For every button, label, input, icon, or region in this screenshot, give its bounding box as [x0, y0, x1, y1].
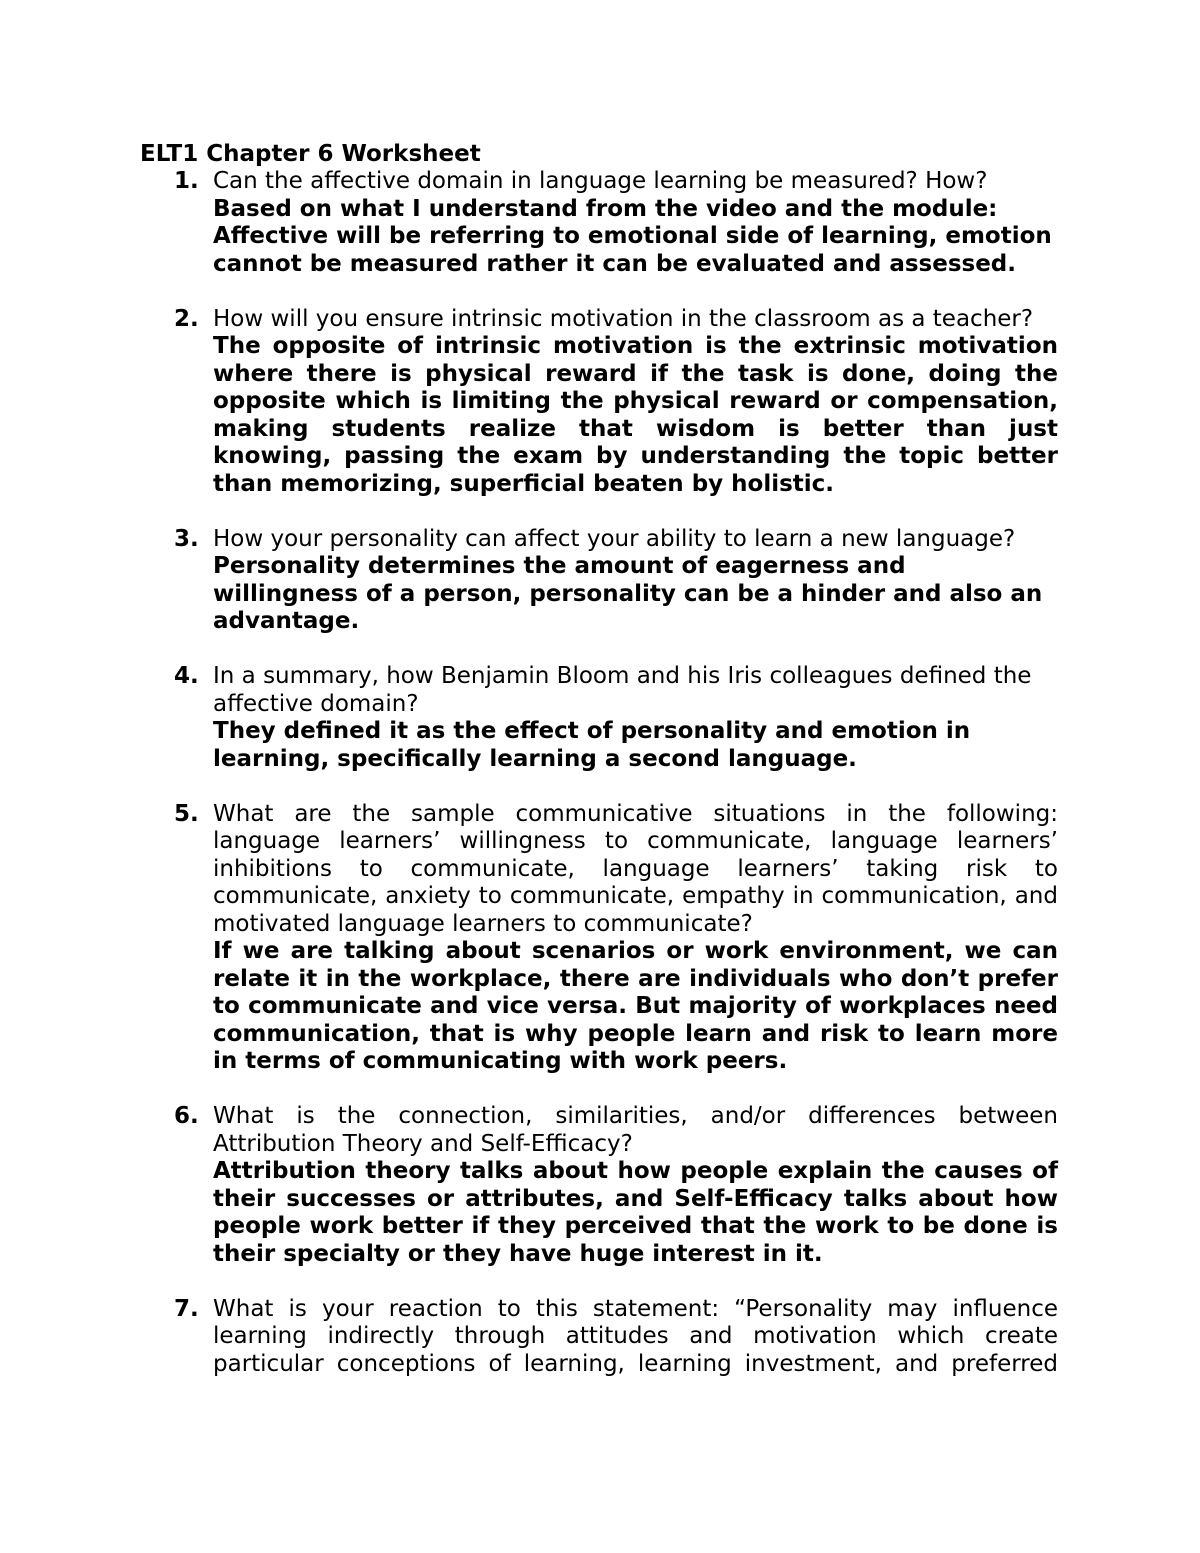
question-number: 1.: [174, 168, 199, 194]
question-text: Can the affective domain in language learning be measured? How?: [213, 168, 988, 194]
question-item-6: [140, 1103, 1058, 1268]
question-text: What are the sample communicative situations in the following: language learners’ willingness to communicate, language learners’ inhibitions to communicate, language learners’ taking risk to communicate, anxiety to communicate, empathy in communication, and motivated language learners to communicate?: [213, 800, 1058, 937]
answer-text: If we are talking about scenarios or work environment, we can relate it in the workplace, there are individuals who don’t prefer to communicate and vice versa. But majority of workplaces need communication, that is why people learn and risk to learn more in terms of communicating with work peers.: [213, 938, 1058, 1074]
worksheet-title: ELT1 Chapter 6 Worksheet: [140, 141, 481, 167]
answer-text: They defined it as the effect of personality and emotion in learning, specifically learning a second language.: [213, 718, 971, 772]
question-text: How your personality can affect your ability to learn a new language?: [213, 525, 1016, 552]
question-number: 4.: [174, 663, 199, 689]
question-number: 6.: [174, 1103, 199, 1129]
question-item-1: [140, 168, 1058, 278]
answer-text: The opposite of intrinsic motivation is the extrinsic motivation where there is physical reward if the task is done, doing the opposite which is limiting the physical reward or compensation, making students realize that wisdom is better than just knowing, passing the exam by understanding the topic better than memorizing, superficial beaten by holistic.: [213, 333, 1058, 497]
question-text: What is your reaction to this statement: “Personality may influence learning indirectly through attitudes and motivation which create particular conceptions of learning, learning investment, and preferred: [213, 1295, 1058, 1377]
question-item-5: [140, 801, 1058, 1076]
question-item-2: [140, 306, 1058, 499]
answer-text: Attribution theory talks about how people explain the causes of their successes or attributes, and Self-Efficacy talks about how people work better if they perceived that the work to be done is their specialty or they have huge interest in it.: [213, 1158, 1058, 1267]
answer-text: Based on what I understand from the video and the module: Affective will be referring to emotional side of learning, emotion cannot be measured rather it can be evaluated and assessed.: [213, 195, 1052, 277]
question-number: 3.: [174, 525, 199, 552]
question-number: 7.: [174, 1295, 199, 1322]
worksheet-page: [140, 140, 1058, 1406]
question-number: 2.: [174, 305, 199, 332]
question-item-3: [140, 526, 1058, 636]
question-item-7: [140, 1296, 1058, 1379]
question-text: What is the connection, similarities, and/or differences between Attribution Theory and Self-Efficacy?: [213, 1103, 1058, 1157]
question-text: In a summary, how Benjamin Bloom and his Iris colleagues defined the affective domain?: [213, 663, 1032, 717]
question-list: [140, 168, 1058, 1378]
answer-text: Personality determines the amount of eagerness and willingness of a person, personality can be a hinder and also an advantage.: [213, 553, 1043, 634]
question-text: How will you ensure intrinsic motivation in the classroom as a teacher?: [213, 305, 1034, 332]
question-item-4: [140, 663, 1058, 773]
question-number: 5.: [174, 800, 199, 827]
